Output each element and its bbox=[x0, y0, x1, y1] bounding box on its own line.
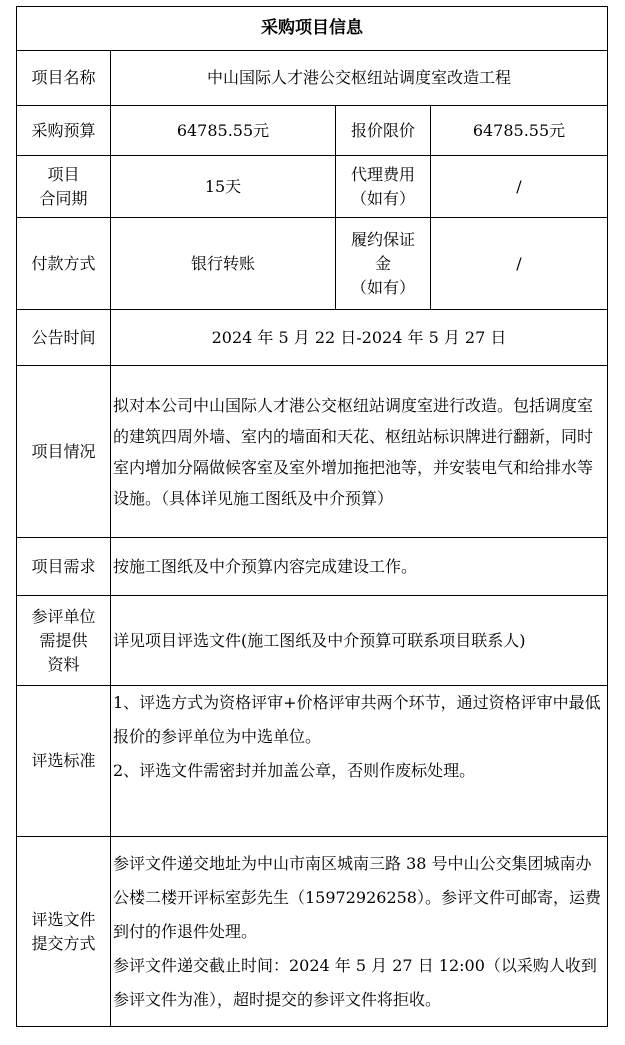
agency-fee-value: / bbox=[431, 156, 608, 218]
submission-text-2: 参评文件递交截止时间：2024 年 5 月 27 日 12:00（以采购人收到参评文件为准），超时提交的参评文件将拒收。 bbox=[113, 955, 597, 1009]
requirement-label: 项目需求 bbox=[17, 538, 111, 596]
procurement-info-table bbox=[16, 6, 608, 1027]
guarantee-label bbox=[336, 218, 431, 310]
submission-label-line-2: 提交方式 bbox=[31, 933, 96, 953]
agency-fee-label-line-2: （如有） bbox=[350, 188, 415, 208]
table-title: 采购项目信息 bbox=[17, 7, 608, 51]
materials-label-line-1: 参评单位 bbox=[31, 606, 96, 626]
price-limit-value: 64785.55元 bbox=[431, 106, 608, 156]
materials-label bbox=[17, 596, 111, 686]
budget-value: 64785.55元 bbox=[111, 106, 336, 156]
contract-period-label bbox=[17, 156, 111, 218]
notice-time-value: 2024 年 5 月 22 日-2024 年 5 月 27 日 bbox=[111, 310, 608, 366]
submission-label bbox=[17, 837, 111, 1027]
criteria-item-2: 2、评选文件需密封并加盖公章，否则作废标处理。 bbox=[113, 761, 476, 780]
guarantee-value: / bbox=[431, 218, 608, 310]
project-name-value: 中山国际人才港公交枢纽站调度室改造工程 bbox=[111, 51, 608, 106]
guarantee-label-line-3: （如有） bbox=[350, 277, 415, 297]
agency-fee-label bbox=[336, 156, 431, 218]
materials-value: 详见项目评选文件(施工图纸及中介预算可联系项目联系人) bbox=[111, 596, 608, 686]
situation-label: 项目情况 bbox=[17, 366, 111, 538]
criteria-value bbox=[111, 686, 608, 837]
submission-label-line-1: 评选文件 bbox=[31, 909, 96, 929]
budget-label: 采购预算 bbox=[17, 106, 111, 156]
situation-value: 拟对本公司中山国际人才港公交枢纽站调度室进行改造。包括调度室的建筑四周外墙、室内的墙面和天花、枢纽站标识牌进行翻新，同时室内增加分隔做候客室及室外增加拖把池等，并安装电气和给排水等设施。（具体详见施工图纸及中介预算） bbox=[111, 366, 608, 538]
contract-period-label-line-1: 项目 bbox=[47, 164, 80, 184]
payment-value: 银行转账 bbox=[111, 218, 336, 310]
price-limit-label: 报价限价 bbox=[336, 106, 431, 156]
contract-period-label-line-2: 合同期 bbox=[39, 188, 88, 208]
notice-time-label: 公告时间 bbox=[17, 310, 111, 366]
submission-text-1: 参评文件递交地址为中山市南区城南三路 38 号中山公交集团城南办公楼二楼开评标室彭先生（15972926258）。参评文件可邮寄，运费到付的作退件处理。 bbox=[113, 853, 601, 941]
criteria-label: 评选标准 bbox=[17, 686, 111, 837]
criteria-item-1: 1、评选方式为资格评审+价格评审共两个环节，通过资格评审中最低报价的参评单位为中选单位。 bbox=[113, 693, 601, 746]
guarantee-label-line-1: 履约保证 bbox=[350, 229, 415, 249]
project-name-label: 项目名称 bbox=[17, 51, 111, 106]
submission-value bbox=[111, 837, 608, 1027]
agency-fee-label-line-1: 代理费用 bbox=[350, 164, 415, 184]
payment-label: 付款方式 bbox=[17, 218, 111, 310]
requirement-value: 按施工图纸及中介预算内容完成建设工作。 bbox=[111, 538, 608, 596]
contract-period-value: 15天 bbox=[111, 156, 336, 218]
materials-label-line-3: 资料 bbox=[47, 654, 80, 674]
materials-label-line-2: 需提供 bbox=[39, 630, 88, 650]
guarantee-label-line-2: 金 bbox=[374, 253, 391, 273]
